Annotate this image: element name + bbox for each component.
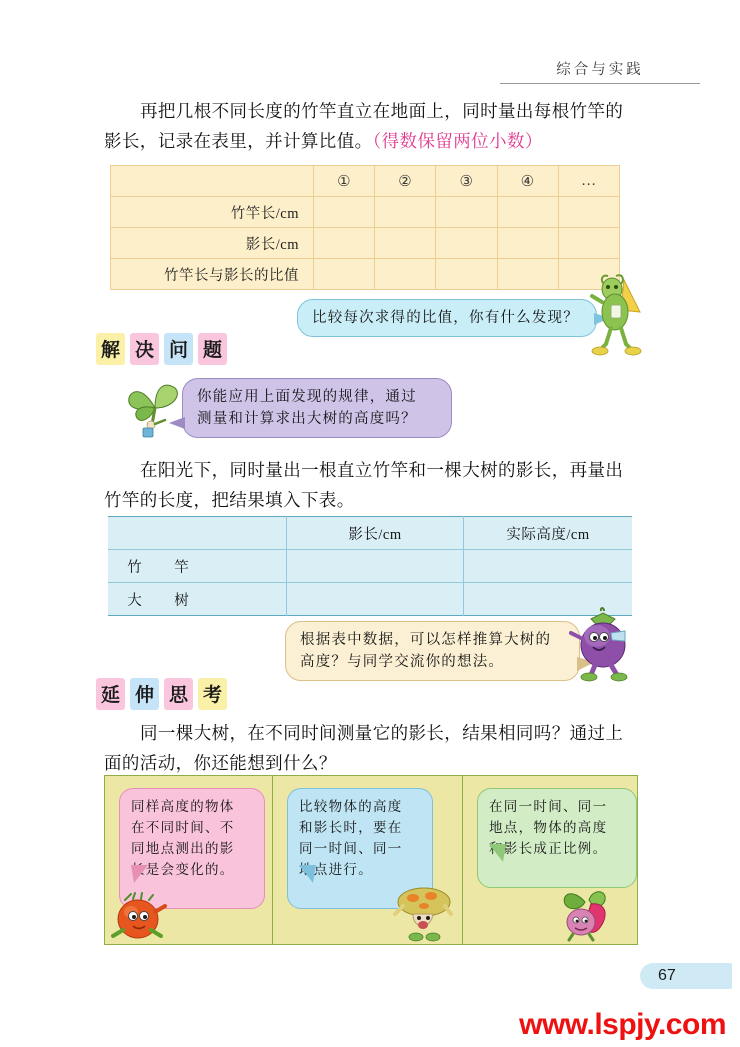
table1-cell[interactable] — [436, 197, 497, 228]
table1-cell[interactable] — [497, 259, 558, 290]
conclusion-panel-2 — [272, 776, 462, 944]
eggplant-bubble-line-1: 根据表中数据，可以怎样推算大树的 — [300, 632, 552, 648]
bubble-tail — [299, 865, 316, 898]
table1-cell[interactable] — [558, 197, 619, 228]
table2-col-shadow-length: 影长/cm — [287, 517, 464, 550]
table-row — [108, 517, 632, 550]
table1-cell[interactable] — [497, 197, 558, 228]
table2-col-actual-height: 实际高度/cm — [464, 517, 633, 550]
site-watermark: www.lspjy.com — [519, 1008, 726, 1041]
solve-char-1: 解 — [96, 333, 125, 365]
paragraph-1-note: （得数保留两位小数） — [372, 131, 543, 151]
table-row — [111, 228, 620, 259]
extend-char-2: 伸 — [130, 678, 159, 710]
table-row — [108, 550, 632, 583]
table1-row-label-pole-length: 竹竿长/cm — [111, 197, 314, 228]
table-row — [108, 583, 632, 616]
radish-character — [555, 888, 617, 942]
radish-speech-bubble — [477, 788, 637, 888]
panel-3-line-1: 在同一时间、同一 — [489, 799, 608, 814]
panel-2-line-3: 同一时间、同一 — [299, 841, 403, 856]
cricket-character — [588, 272, 648, 357]
bamboo-measurement-table — [110, 165, 620, 290]
table2-cell[interactable] — [287, 583, 464, 616]
table1-col-4: ④ — [497, 166, 558, 197]
page-number — [640, 963, 732, 989]
table1-col-5: … — [558, 166, 619, 197]
paragraph-3 — [104, 718, 649, 778]
conclusion-panel-box — [104, 775, 638, 945]
leaf-bubble-line-1: 你能应用上面发现的规律，通过 — [197, 389, 417, 405]
table2-row-label-bamboo-pole: 竹 竿 — [108, 550, 287, 583]
section-heading-extended-thinking — [96, 678, 227, 710]
table1-row-label-ratio: 竹竿长与影长的比值 — [111, 259, 314, 290]
eggplant-character — [567, 607, 637, 682]
conclusion-panel-1 — [105, 776, 272, 944]
cricket-bubble-text: 比较每次求得的比值，你有什么发现？ — [312, 310, 579, 326]
section-heading-solve-problem — [96, 333, 227, 365]
table2-row-label-big-tree: 大 树 — [108, 583, 287, 616]
panel-2-line-2: 和影长时，要在 — [299, 820, 403, 835]
table2-corner-cell — [108, 517, 287, 550]
table1-cell[interactable] — [375, 228, 436, 259]
table1-row-label-shadow-length: 影长/cm — [111, 228, 314, 259]
panel-3-line-2: 地点，物体的高度 — [489, 820, 608, 835]
panel-1-line-4: 长是会变化的。 — [131, 862, 235, 877]
panel-3-line-3: 和影长成正比例。 — [489, 841, 608, 856]
paragraph-1-line-2: 影长，记录在表里，并计算比值。 — [104, 131, 373, 151]
paragraph-1 — [104, 96, 644, 156]
leaf-speech-bubble — [182, 378, 452, 438]
table1-cell[interactable] — [436, 259, 497, 290]
extend-char-1: 延 — [96, 678, 125, 710]
solve-char-2: 决 — [130, 333, 159, 365]
table1-cell[interactable] — [436, 228, 497, 259]
panel-2-line-4: 地点进行。 — [299, 862, 373, 877]
panel-1-line-3: 同地点测出的影 — [131, 841, 235, 856]
panel-1-line-2: 在不同时间、不 — [131, 820, 235, 835]
paragraph-2-line-2: 竹竿的长度，把结果填入下表。 — [104, 490, 355, 510]
table1-cell[interactable] — [314, 228, 375, 259]
table-row — [111, 166, 620, 197]
leaf-bubble-line-2: 测量和计算求出大树的高度吗？ — [197, 411, 417, 427]
eggplant-bubble-line-2: 高度？与同学交流你的想法。 — [300, 654, 505, 670]
table1-cell[interactable] — [375, 259, 436, 290]
tomato-speech-bubble — [119, 788, 265, 909]
table1-cell[interactable] — [314, 197, 375, 228]
table-row — [111, 197, 620, 228]
table-row — [111, 259, 620, 290]
extend-char-4: 考 — [198, 678, 227, 710]
page-number-value: 67 — [658, 967, 676, 984]
table1-cell[interactable] — [314, 259, 375, 290]
table2-cell[interactable] — [464, 550, 633, 583]
table2-cell[interactable] — [287, 550, 464, 583]
paragraph-1-line-1: 再把几根不同长度的竹竿直立在地面上，同时量出每根竹竿的 — [140, 101, 624, 121]
panel-2-line-1: 比较物体的高度 — [299, 799, 403, 814]
page-header — [500, 58, 700, 84]
cricket-speech-bubble — [297, 299, 597, 337]
paragraph-2-line-1: 在阳光下，同时量出一根直立竹竿和一棵大树的影长，再量出 — [140, 460, 624, 480]
mushroom-character — [391, 884, 453, 942]
paragraph-2 — [104, 455, 644, 515]
tomato-character — [111, 892, 169, 942]
leaf-character — [125, 378, 185, 440]
eggplant-speech-bubble — [285, 621, 580, 681]
table1-corner-cell — [111, 166, 314, 197]
bubble-tail — [489, 844, 506, 877]
paragraph-3-line-1: 同一棵大树，在不同时间测量它的影长，结果相同吗？通过上 — [140, 723, 624, 743]
table1-cell[interactable] — [558, 228, 619, 259]
solve-char-3: 问 — [164, 333, 193, 365]
table1-cell[interactable] — [497, 228, 558, 259]
table1-col-2: ② — [375, 166, 436, 197]
table1-cell[interactable] — [375, 197, 436, 228]
header-title: 综合与实践 — [556, 62, 644, 78]
table1-col-1: ① — [314, 166, 375, 197]
panel-1-line-1: 同样高度的物体 — [131, 799, 235, 814]
paragraph-3-line-2: 面的活动，你还能想到什么？ — [104, 753, 337, 773]
table1-col-3: ③ — [436, 166, 497, 197]
extend-char-3: 思 — [164, 678, 193, 710]
conclusion-panel-3 — [462, 776, 636, 944]
solve-char-4: 题 — [198, 333, 227, 365]
tree-height-table — [108, 516, 632, 616]
